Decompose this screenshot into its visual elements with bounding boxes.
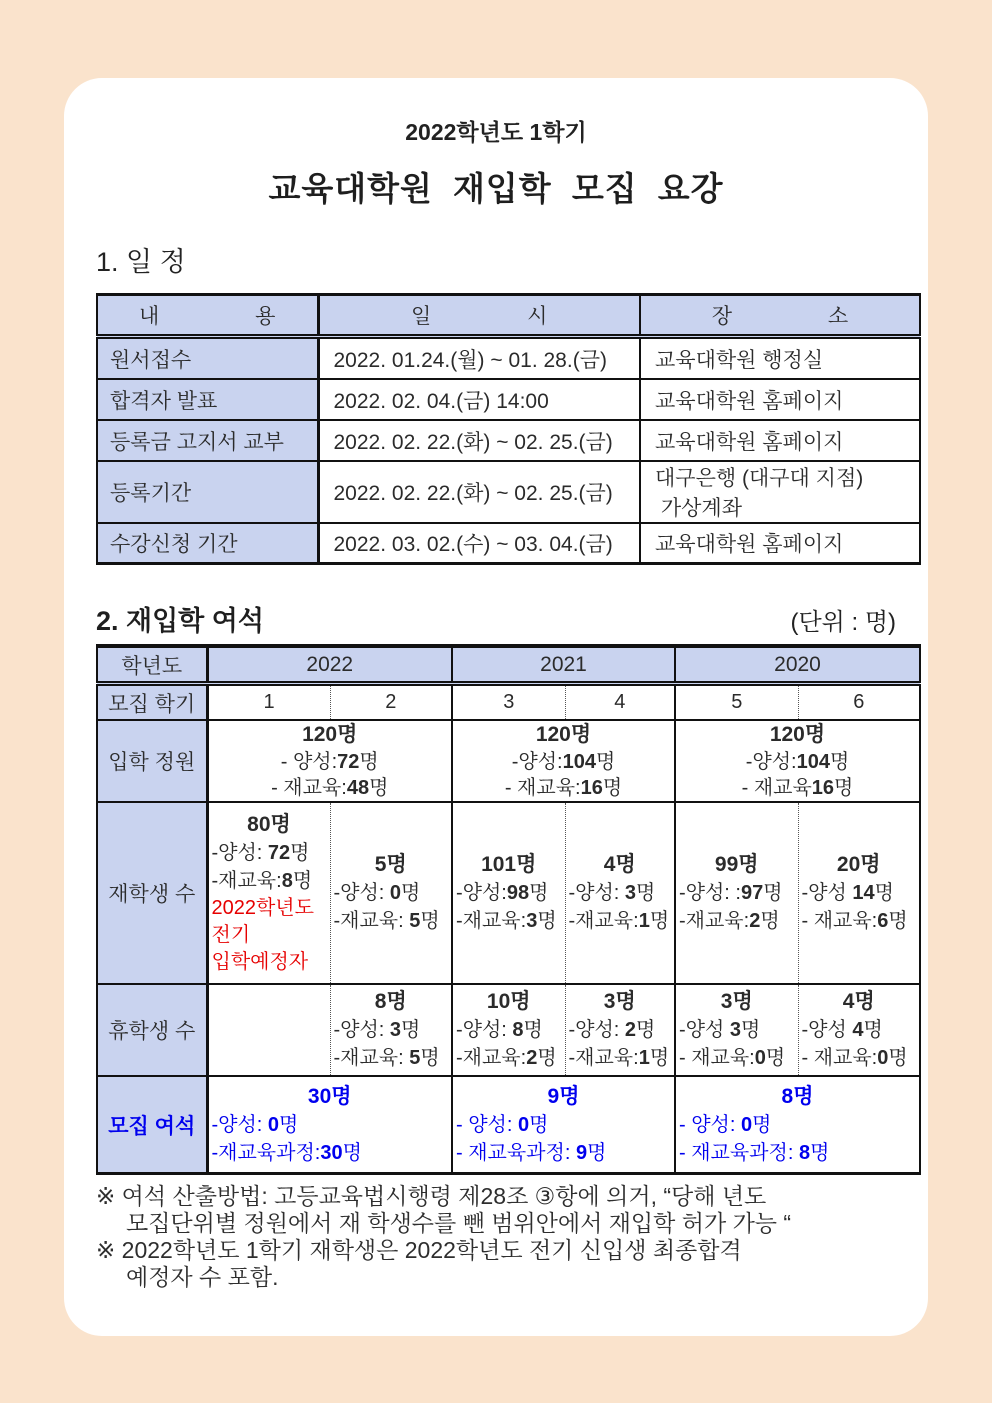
quota-2022 (207, 720, 452, 802)
openings-row-label-text: 모집 여석 (108, 1114, 196, 1138)
enrolled-total: 5명 (374, 853, 407, 876)
semester-5: 5 (675, 684, 798, 721)
schedule-header-row (97, 295, 920, 337)
leave-sem4 (565, 984, 675, 1076)
vacancy-semester-row (97, 684, 920, 721)
enrolled-line: -재교육:1명 (568, 910, 670, 932)
openings-2020 (675, 1076, 920, 1174)
enrolled-note: 입학예정자 (211, 950, 309, 973)
enrolled-line: -양성: 3명 (568, 882, 656, 904)
section1-heading: 1. 일 정 (96, 247, 186, 277)
quota-row-label: 입학 정원 (97, 720, 207, 802)
enrolled-sem1 (207, 802, 330, 984)
schedule-row-label: 원서접수 (97, 337, 318, 380)
leave-total: 3명 (720, 990, 753, 1013)
schedule-row-place: 교육대학원 홈페이지 (655, 389, 844, 413)
document-subtitle: 2022학년도 1학기 (405, 119, 587, 145)
enrolled-line: -양성:98명 (456, 882, 549, 904)
openings-2022 (207, 1076, 452, 1174)
leave-total: 10명 (486, 990, 531, 1013)
schedule-row-place: 교육대학원 홈페이지 (655, 533, 844, 556)
enrolled-line: -재교육:3명 (456, 910, 557, 932)
leave-line: -양성: 2명 (568, 1019, 656, 1041)
leave-total: 4명 (842, 990, 875, 1013)
enrolled-line: -재교육:8명 (211, 869, 313, 892)
semester-row-label: 모집 학기 (97, 684, 207, 721)
quota-total: 120명 (535, 723, 592, 746)
quota-line: -양성:104명 (745, 751, 850, 773)
year-2022: 2022 (207, 646, 452, 684)
enrolled-line: -양성: 0명 (333, 882, 421, 904)
leave-line: - 재교육:0명 (801, 1047, 908, 1069)
enrolled-sem2 (330, 802, 452, 984)
footnote-line: ※ 여석 산출방법: 고등교육법시행령 제28조 ③항에 의거, “당해 년도 (96, 1183, 767, 1209)
enrolled-sem6 (798, 802, 920, 984)
quota-line: -양성:104명 (511, 751, 616, 773)
leave-line: -양성: 3명 (333, 1019, 421, 1041)
page-content (64, 114, 928, 1291)
quota-2021 (452, 720, 675, 802)
schedule-table (96, 293, 921, 565)
schedule-row (97, 461, 920, 523)
vacancy-year-row (97, 646, 920, 684)
schedule-header-place-label: 장 소 (711, 305, 849, 328)
enrolled-total: 80명 (247, 812, 291, 836)
vacancy-leave-row (97, 984, 920, 1076)
enrolled-total: 99명 (714, 853, 759, 876)
enrolled-note: 전기 (211, 923, 251, 946)
vacancy-enrolled-row (97, 802, 920, 984)
quota-line: - 재교육16명 (741, 777, 854, 799)
openings-total: 8명 (781, 1084, 814, 1108)
leave-sem3 (452, 984, 565, 1076)
quota-total: 120명 (302, 723, 358, 746)
schedule-row (97, 420, 920, 461)
enrolled-total: 4명 (603, 853, 636, 876)
schedule-header-content (97, 295, 318, 337)
openings-total: 9명 (547, 1084, 580, 1108)
leave-line: -재교육:1명 (568, 1047, 670, 1069)
enrolled-note: 2022학년도 (211, 896, 314, 919)
section2-heading: 2. 재입학 여석 (96, 606, 264, 636)
schedule-row-label: 등록금 고지서 교부 (97, 420, 318, 461)
quota-line: - 재교육:16명 (504, 777, 623, 799)
leave-total: 8명 (374, 990, 407, 1013)
schedule-row-datetime: 2022. 01.24.(월) ~ 01. 28.(금) (318, 337, 640, 380)
openings-line: -재교육과정:30명 (211, 1141, 362, 1164)
leave-sem5 (675, 984, 798, 1076)
openings-total: 30명 (307, 1084, 352, 1108)
place-line-2: 가상계좌 (655, 497, 742, 520)
openings-line: - 재교육과정: 9명 (456, 1141, 607, 1164)
leave-sem6 (798, 984, 920, 1076)
leave-line: -재교육:2명 (456, 1047, 557, 1069)
semester-3: 3 (452, 684, 565, 721)
enrolled-line: -양성 14명 (801, 882, 894, 904)
schedule-row-datetime: 2022. 02. 04.(금) 14:00 (318, 379, 640, 420)
leave-total: 3명 (603, 990, 636, 1013)
quota-line: - 재교육:48명 (271, 777, 389, 799)
leave-sem2 (330, 984, 452, 1076)
enrolled-sem3 (452, 802, 565, 984)
quota-line: - 양성:72명 (280, 751, 379, 773)
schedule-row-label: 합격자 발표 (97, 379, 318, 420)
schedule-row-label: 등록기간 (97, 461, 318, 523)
schedule-row-datetime: 2022. 02. 22.(화) ~ 02. 25.(금) (318, 420, 640, 461)
openings-row-label (97, 1076, 207, 1174)
openings-line: -양성: 0명 (211, 1113, 299, 1136)
footnote-line: 모집단위별 정원에서 재 학생수를 뺀 범위안에서 재입학 허가 가능 “ (126, 1210, 792, 1236)
enrolled-total: 20명 (836, 853, 881, 876)
vacancy-openings-row (97, 1076, 920, 1174)
schedule-header-datetime-label: 일 시 (411, 305, 548, 328)
schedule-row-datetime: 2022. 03. 02.(수) ~ 03. 04.(금) (318, 523, 640, 564)
enrolled-line: - 재교육:6명 (801, 910, 908, 932)
leave-line: -양성 4명 (801, 1019, 883, 1041)
leave-line: -재교육: 5명 (333, 1047, 440, 1069)
footnotes (96, 1183, 896, 1291)
leave-sem1 (207, 984, 330, 1076)
openings-line: - 양성: 0명 (456, 1113, 549, 1136)
quota-total: 120명 (769, 723, 826, 746)
openings-line: - 양성: 0명 (679, 1113, 772, 1136)
leave-line: -양성 3명 (679, 1019, 761, 1041)
schedule-row-place (640, 461, 920, 523)
enrolled-line: -양성: 72명 (211, 841, 310, 864)
schedule-header-datetime (318, 295, 640, 337)
year-row-label: 학년도 (97, 646, 207, 684)
enrolled-line: -양성: :97명 (679, 882, 783, 904)
openings-line: - 재교육과정: 8명 (679, 1141, 830, 1164)
year-2021: 2021 (452, 646, 675, 684)
footnote-line: ※ 2022학년도 1학기 재학생은 2022학년도 전기 신입생 최종합격 (96, 1237, 742, 1263)
enrolled-sem4 (565, 802, 675, 984)
leave-line: -양성: 8명 (456, 1019, 543, 1041)
semester-6: 6 (798, 684, 920, 721)
schedule-header-content-label: 내 용 (139, 305, 276, 328)
place-line-1: 대구은행 (대구대 지점) (655, 467, 864, 490)
leave-row-label: 휴학생 수 (97, 984, 207, 1076)
schedule-row (97, 337, 920, 380)
enrolled-row-label: 재학생 수 (97, 802, 207, 984)
quota-2020 (675, 720, 920, 802)
year-2020: 2020 (675, 646, 920, 684)
enrolled-total: 101명 (481, 853, 537, 876)
semester-2: 2 (330, 684, 452, 721)
schedule-row-label: 수강신청 기간 (97, 523, 318, 564)
unit-label: (단위 : 명) (790, 609, 896, 636)
enrolled-line: -재교육:2명 (679, 910, 780, 932)
enrolled-sem5 (675, 802, 798, 984)
footnote-line: 예정자 수 포함. (126, 1264, 279, 1290)
schedule-row (97, 379, 920, 420)
enrolled-line: -재교육: 5명 (333, 910, 440, 932)
vacancy-table (96, 644, 921, 1175)
schedule-row-place: 교육대학원 행정실 (655, 348, 824, 372)
document-page (64, 78, 928, 1336)
openings-2021 (452, 1076, 675, 1174)
schedule-row (97, 523, 920, 564)
schedule-header-place (640, 295, 920, 337)
document-title: 교육대학원 재입학 모집 요강 (268, 170, 724, 207)
vacancy-quota-row (97, 720, 920, 802)
schedule-row-datetime: 2022. 02. 22.(화) ~ 02. 25.(금) (318, 461, 640, 523)
semester-4: 4 (565, 684, 675, 721)
leave-line: - 재교육:0명 (679, 1047, 786, 1069)
section2-heading-row (96, 599, 896, 638)
semester-1: 1 (263, 691, 275, 713)
schedule-row-place: 교육대학원 홈페이지 (655, 430, 844, 454)
